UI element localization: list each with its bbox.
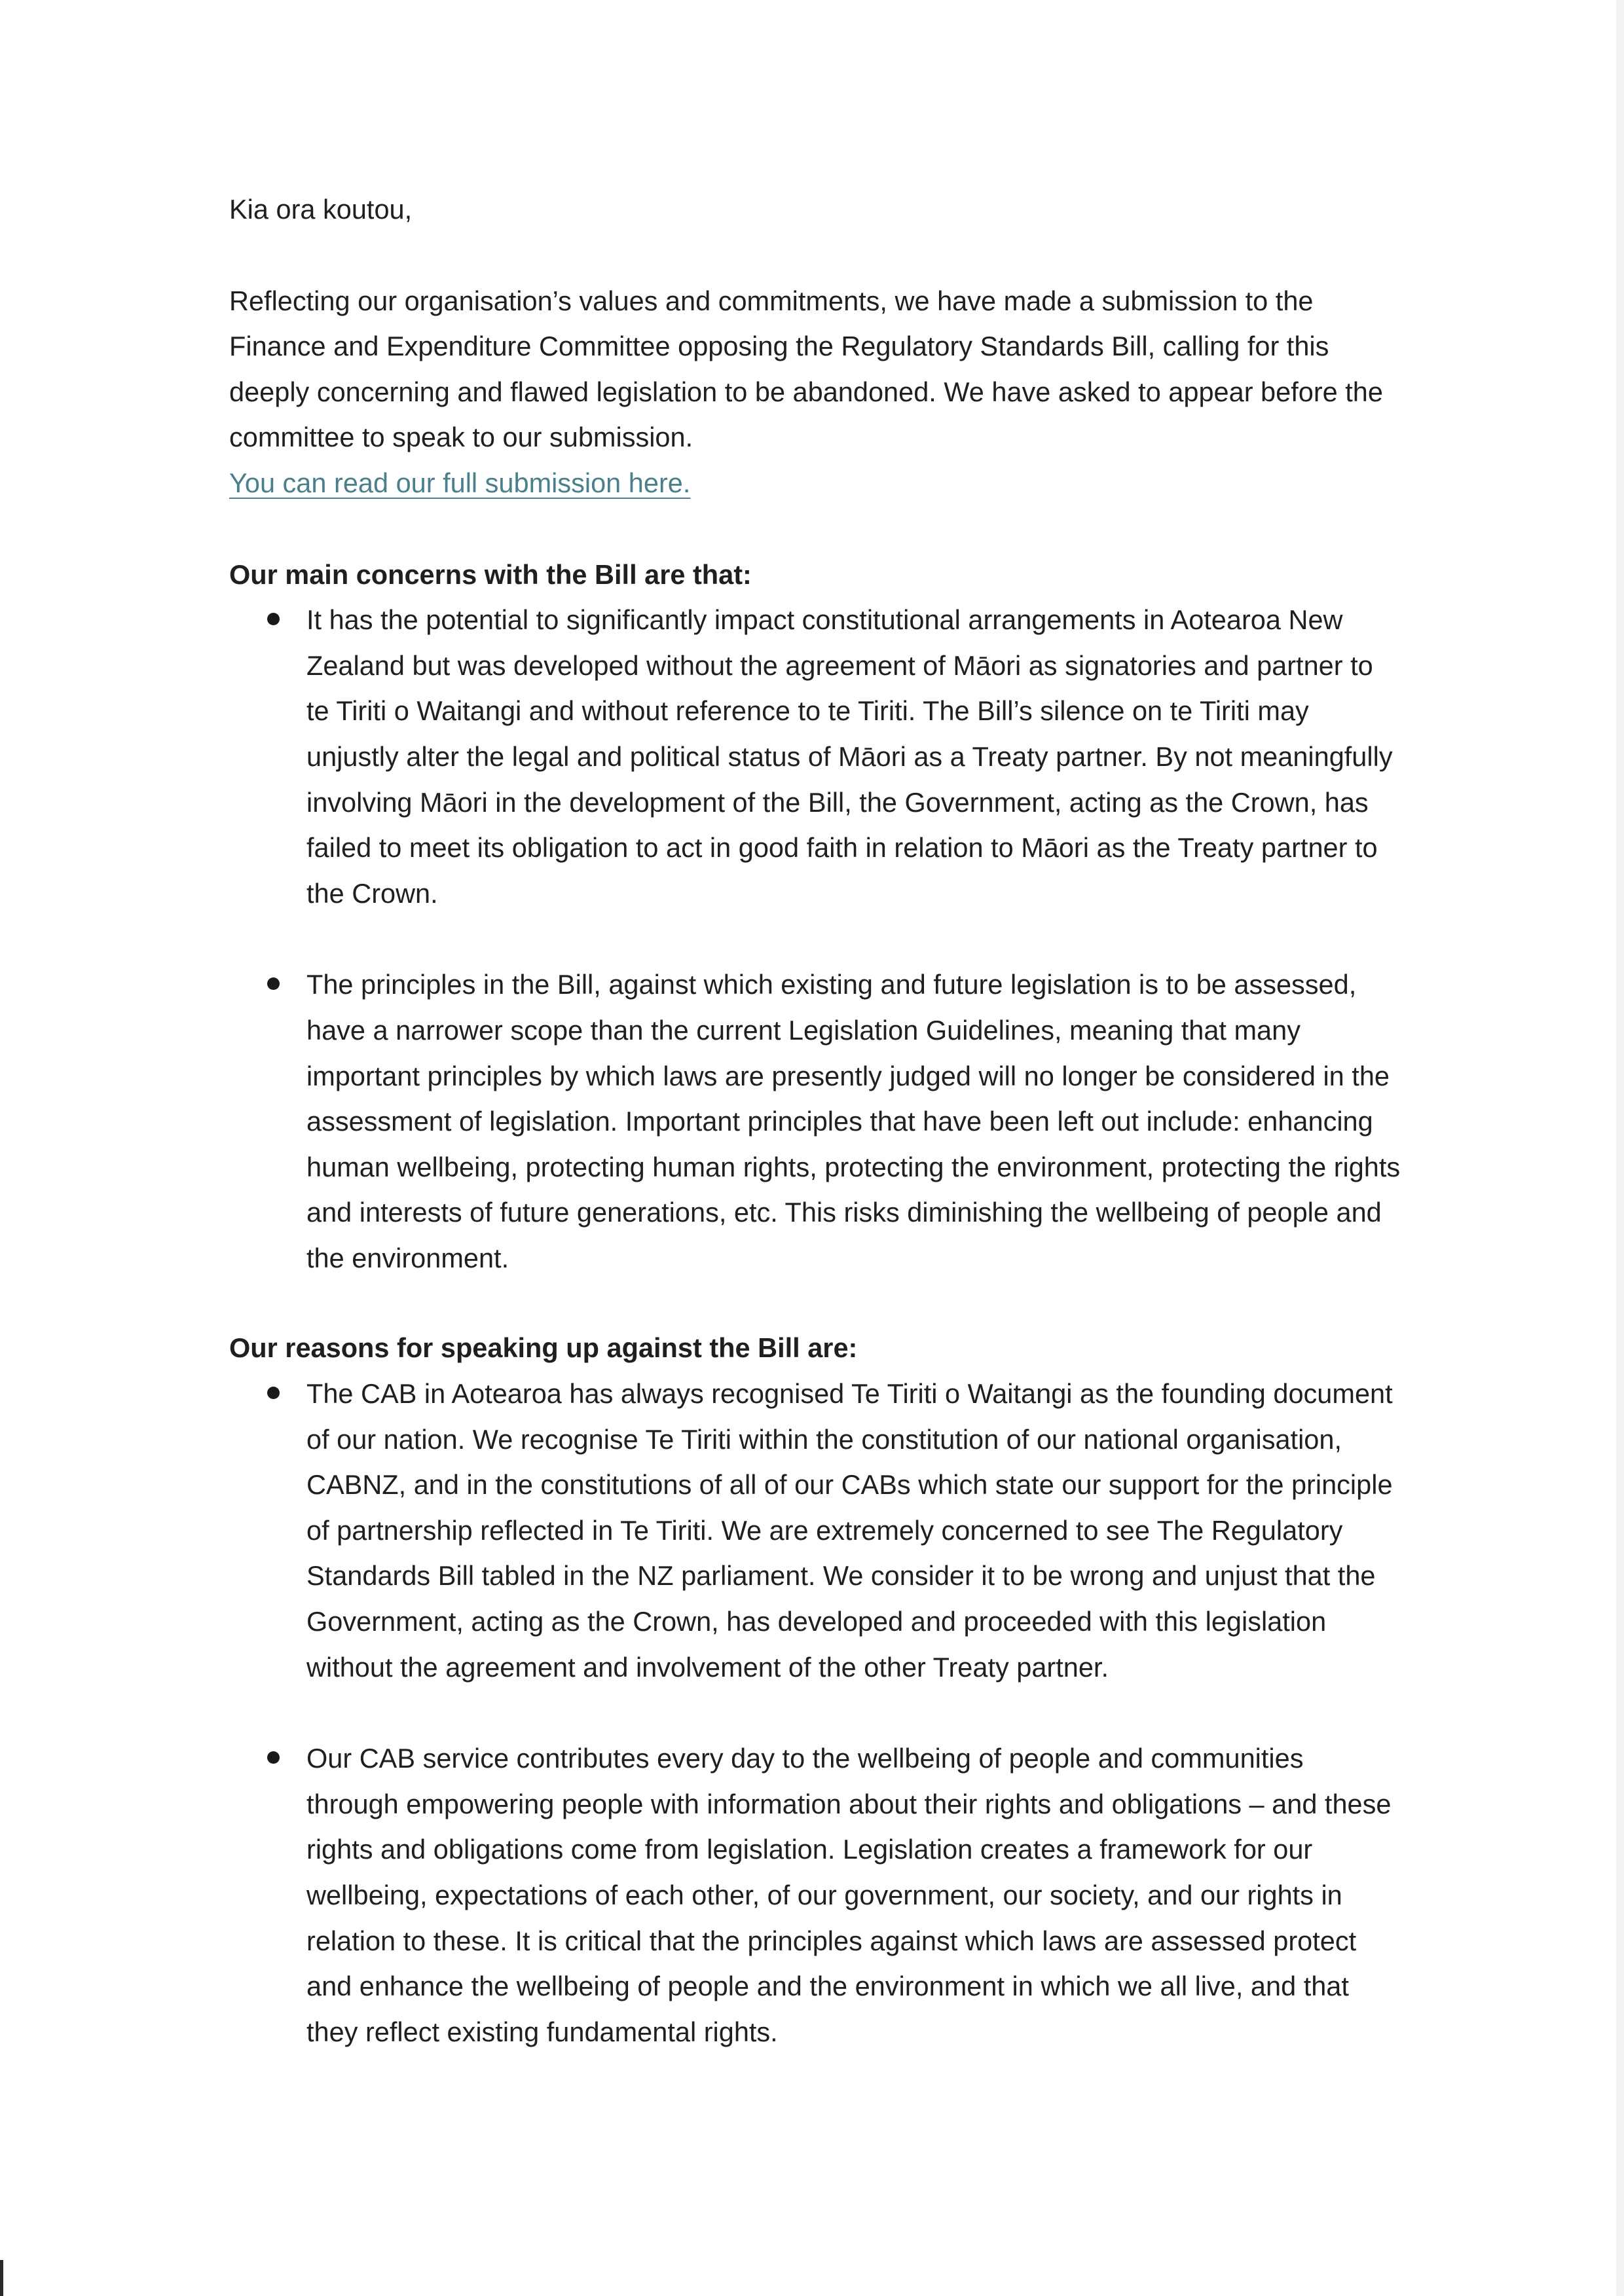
reasons-list	[229, 1371, 1401, 2054]
concerns-heading: Our main concerns with the Bill are that:	[229, 558, 752, 590]
greeting: Kia ora koutou,	[229, 194, 413, 225]
list-item	[229, 1736, 1401, 2054]
list-item-text: Our CAB service contributes every day to the wellbeing of people and communities through empowering people with information about their rights and obligations – and these rights and obligations come from legislation. Legislation creates a framework for our wellbeing, expectations of each other, of our government, our society, and our rights in relation to these. It is critical that the principles against which laws are assessed protect and enhance the wellbeing of people and the environment in which we all live, and that they reflect existing fundamental rights.	[306, 1743, 1392, 2047]
concerns-list	[229, 597, 1401, 1281]
list-item-text: It has the potential to significantly impact constitutional arrangements in Aotearoa New Zealand but was developed without the agreement of Māori as signatories and partner to te Tiriti o Waitangi and without reference to te Tiriti. The Bill’s silence on te Tiriti may unjustly alter the legal and political status of Māori as a Treaty partner. By not meaningfully involving Māori in the development of the Bill, the Government, acting as the Crown, has failed to meet its obligation to act in good faith in relation to Māori as the Treaty partner to the Crown.	[306, 604, 1393, 909]
concerns-section	[229, 552, 1401, 1281]
bullet-icon	[267, 1387, 280, 1399]
submission-link[interactable]: You can read our full submission here.	[229, 467, 691, 498]
list-item-text: The principles in the Bill, against which existing and future legislation is to be assessed, have a narrower scope than the current Legislation Guidelines, meaning that many important principles by which laws are presently judged will no longer be considered in the assessment of legislation. Important principles that have been left out include: enhancing human wellbeing, protecting human rights, protecting the environment, protecting the rights and interests of future generations, etc. This risks diminishing the wellbeing of people and the environment.	[306, 969, 1401, 1273]
scan-edge-shadow	[1616, 0, 1624, 2296]
list-item	[229, 1371, 1401, 1690]
list-item	[229, 962, 1401, 1281]
reasons-section	[229, 1325, 1401, 2054]
reasons-heading: Our reasons for speaking up against the Bill are:	[229, 1332, 858, 1364]
list-item-text: The CAB in Aotearoa has always recognised Te Tiriti o Waitangi as the founding document of our nation. We recognise Te Tiriti within the constitution of our national organisation, CABNZ, and in the constitutions of all of our CABs which state our support for the principle of partnership reflected in Te Tiriti. We are extremely concerned to see The Regulatory Standards Bill tabled in the NZ parliament. We consider it to be wrong and unjust that the Government, acting as the Crown, has developed and proceeded with this legislation without the agreement and involvement of the other Treaty partner.	[306, 1378, 1393, 1683]
intro-paragraph: Reflecting our organisation’s values and commitments, we have made a submission to the Finance and Expenditure Committee opposing the Regulatory Standards Bill, calling for this deeply concerning and flawed legislation to be abandoned. We have asked to appear before the committee to speak to our submission.	[229, 285, 1383, 453]
letter-body	[229, 187, 1401, 2054]
bullet-icon	[267, 613, 280, 625]
scan-edge-mark	[0, 2260, 3, 2296]
list-item	[229, 597, 1401, 916]
bullet-icon	[267, 1751, 280, 1764]
bullet-icon	[267, 977, 280, 990]
